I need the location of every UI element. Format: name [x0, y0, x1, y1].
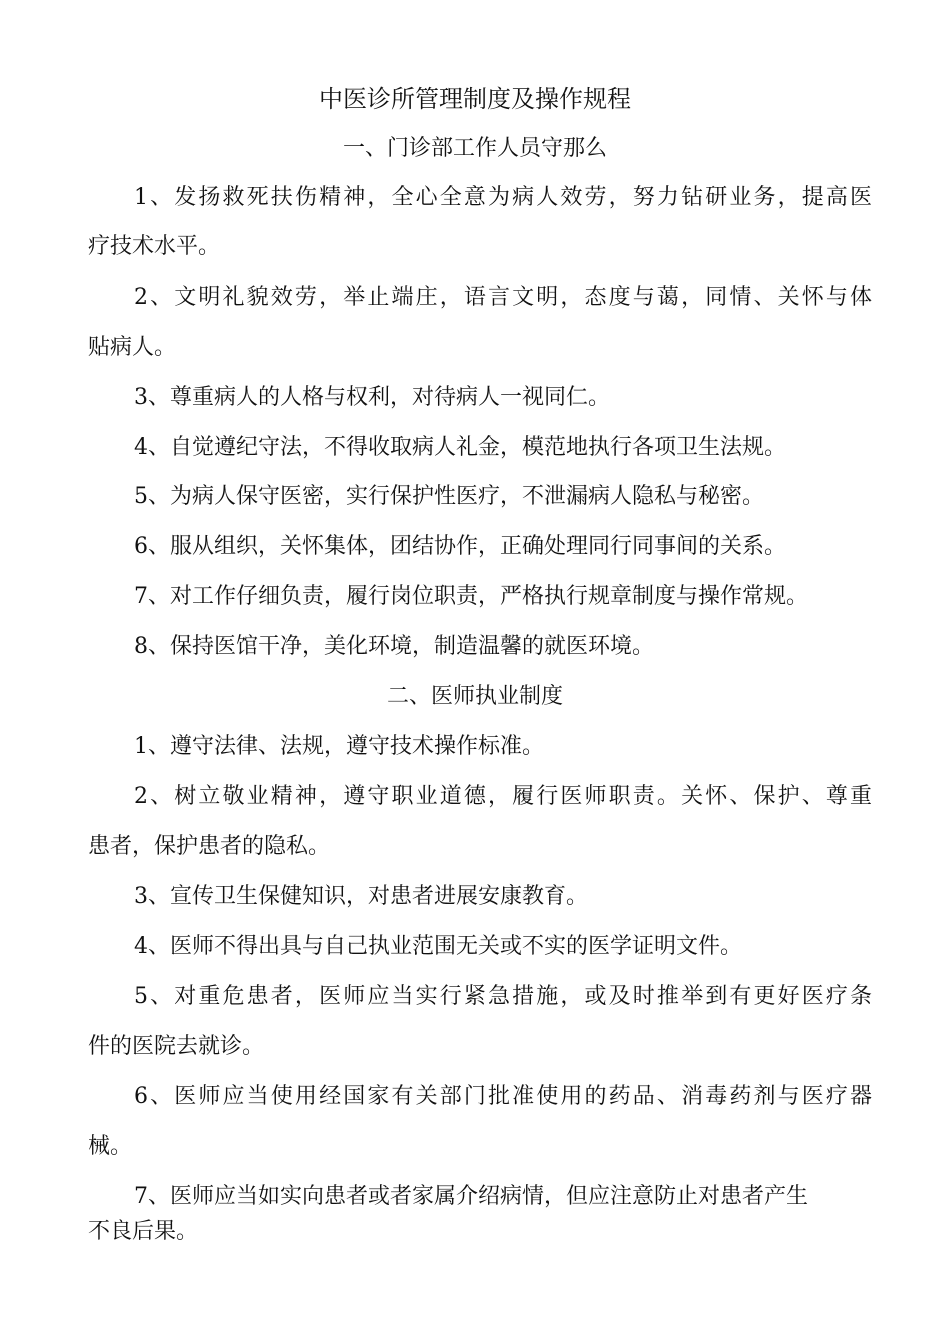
section-heading-1: 一、门诊部工作人员守那么 [342, 136, 607, 161]
rule-1-6: 6、服从组织，关怀集体，团结协作，正确处理同行同事间的关系。 [134, 534, 786, 559]
rule-2-1: 1、遵守法律、法规，遵守技术操作标准。 [134, 734, 544, 759]
rule-2-7-line-2: 不良后果。 [88, 1219, 199, 1244]
rule-2-2-line-2: 患者，保护患者的隐私。 [88, 834, 331, 859]
document-title: 中医诊所管理制度及操作规程 [319, 85, 631, 113]
rule-1-7: 7、对工作仔细负责，履行岗位职责，严格执行规章制度与操作常规。 [134, 584, 808, 609]
rule-1-2-line-1: 2、文明礼貌效劳，举止端庄，语言文明，态度与蔼，同情、关怀与体 [134, 285, 872, 310]
rule-2-6-line-2: 械。 [88, 1134, 133, 1159]
rule-2-4: 4、医师不得出具与自己执业范围无关或不实的医学证明文件。 [134, 934, 742, 959]
rule-2-2-line-1: 2、树立敬业精神，遵守职业道德，履行医师职责。关怀、保护、尊重 [134, 784, 872, 809]
rule-1-1-line-2: 疗技术水平。 [88, 234, 221, 259]
rule-2-6-line-1: 6、医师应当使用经国家有关部门批准使用的药品、消毒药剂与医疗器 [134, 1084, 872, 1109]
rule-1-3: 3、尊重病人的人格与权利，对待病人一视同仁。 [134, 385, 610, 410]
rule-2-5-line-2: 件的医院去就诊。 [88, 1034, 265, 1059]
rule-2-5-line-1: 5、对重危患者，医师应当实行紧急措施，或及时推举到有更好医疗条 [134, 984, 872, 1009]
rule-1-1-line-1: 1、发扬救死扶伤精神，全心全意为病人效劳，努力钻研业务，提高医 [134, 185, 872, 210]
rule-2-7-line-1: 7、医师应当如实向患者或者家属介绍病情，但应注意防止对患者产生 [134, 1184, 808, 1209]
rule-1-2-line-2: 贴病人。 [88, 335, 177, 360]
rule-2-3: 3、宣传卫生保健知识，对患者进展安康教育。 [134, 884, 588, 909]
rule-1-8: 8、保持医馆干净，美化环境，制造温馨的就医环境。 [134, 634, 654, 659]
rule-1-5: 5、为病人保守医密，实行保护性医疗，不泄漏病人隐私与秘密。 [134, 484, 764, 509]
rule-1-4: 4、自觉遵纪守法，不得收取病人礼金，模范地执行各项卫生法规。 [134, 435, 786, 460]
section-heading-2: 二、医师执业制度 [386, 684, 563, 709]
